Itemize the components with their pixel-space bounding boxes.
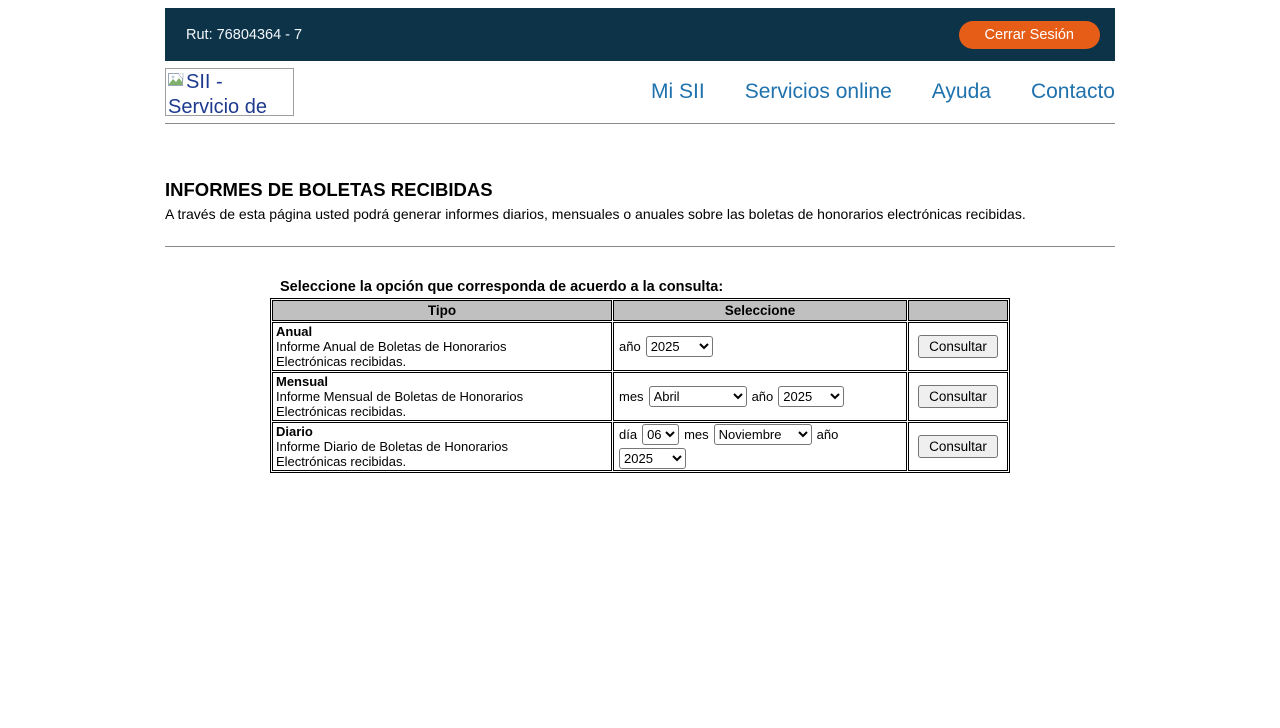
- anual-action-cell: [908, 322, 1008, 371]
- anual-year-label: año: [619, 339, 641, 354]
- sii-logo[interactable]: [165, 68, 294, 116]
- column-header-action: [908, 300, 1008, 321]
- session-topbar: [165, 8, 1115, 61]
- anual-consultar-button[interactable]: Consultar: [918, 335, 998, 358]
- table-row-diario: [272, 422, 1008, 471]
- site-header: [165, 61, 1115, 123]
- anual-type-label: Anual: [276, 324, 313, 339]
- anual-tipo-cell: [272, 322, 612, 371]
- logo-alt-text: SII - Servicio de: [168, 71, 267, 116]
- nav-mi-sii[interactable]: Mi SII: [651, 80, 705, 103]
- diario-year-select[interactable]: [619, 448, 686, 469]
- diario-year-label: año: [816, 427, 839, 442]
- anual-select-cell: [613, 322, 907, 371]
- table-row-mensual: [272, 372, 1008, 421]
- anual-year-select[interactable]: [646, 336, 713, 357]
- broken-image-icon: [168, 73, 185, 88]
- mensual-action-cell: [908, 372, 1008, 421]
- diario-description: Informe Diario de Boletas de Honorarios Electrónicas recibidas.: [276, 439, 508, 469]
- report-options-table: [270, 298, 1010, 473]
- header-divider: [165, 123, 1115, 124]
- mensual-consultar-button[interactable]: Consultar: [918, 385, 998, 408]
- logout-button[interactable]: Cerrar Sesión: [959, 21, 1100, 49]
- column-header-seleccione: Seleccione: [613, 300, 907, 321]
- table-header-row: [272, 300, 1008, 321]
- diario-month-label: mes: [684, 427, 709, 442]
- nav-servicios-online[interactable]: Servicios online: [744, 80, 892, 103]
- diario-action-cell: [908, 422, 1008, 471]
- diario-consultar-button[interactable]: Consultar: [918, 435, 998, 458]
- nav-ayuda[interactable]: Ayuda: [931, 80, 991, 103]
- diario-select-cell: [613, 422, 907, 471]
- mensual-month-select[interactable]: [649, 386, 747, 407]
- main-nav: [611, 80, 1115, 104]
- mensual-type-label: Mensual: [276, 374, 329, 389]
- diario-day-select[interactable]: [642, 424, 679, 445]
- mensual-description: Informe Mensual de Boletas de Honorarios Electrónicas recibidas.: [276, 389, 524, 419]
- rut-label: Rut: 76804364 - 7: [186, 26, 303, 43]
- mensual-year-label: año: [751, 389, 774, 404]
- mensual-tipo-cell: [272, 372, 612, 421]
- mensual-select-cell: [613, 372, 907, 421]
- main-content: [165, 179, 1115, 473]
- diario-month-select[interactable]: [714, 424, 812, 445]
- diario-tipo-cell: [272, 422, 612, 471]
- table-row-anual: [272, 322, 1008, 371]
- mensual-month-label: mes: [619, 389, 644, 404]
- anual-description: Informe Anual de Boletas de Honorarios Electrónicas recibidas.: [276, 339, 507, 369]
- page-container: [165, 8, 1115, 473]
- page-description: A través de esta página usted podrá generar informes diarios, mensuales o anuales sobre las boletas de honorarios electrónicas recibidas.: [165, 206, 1026, 222]
- page-title: INFORMES DE BOLETAS RECIBIDAS: [165, 179, 493, 200]
- table-prompt: Seleccione la opción que corresponda de acuerdo a la consulta:: [280, 279, 724, 295]
- diario-type-label: Diario: [276, 424, 313, 439]
- mensual-year-select[interactable]: [778, 386, 844, 407]
- column-header-tipo: Tipo: [272, 300, 612, 321]
- content-divider: [165, 246, 1115, 247]
- diario-day-label: día: [619, 427, 638, 442]
- nav-contacto[interactable]: Contacto: [1030, 80, 1115, 103]
